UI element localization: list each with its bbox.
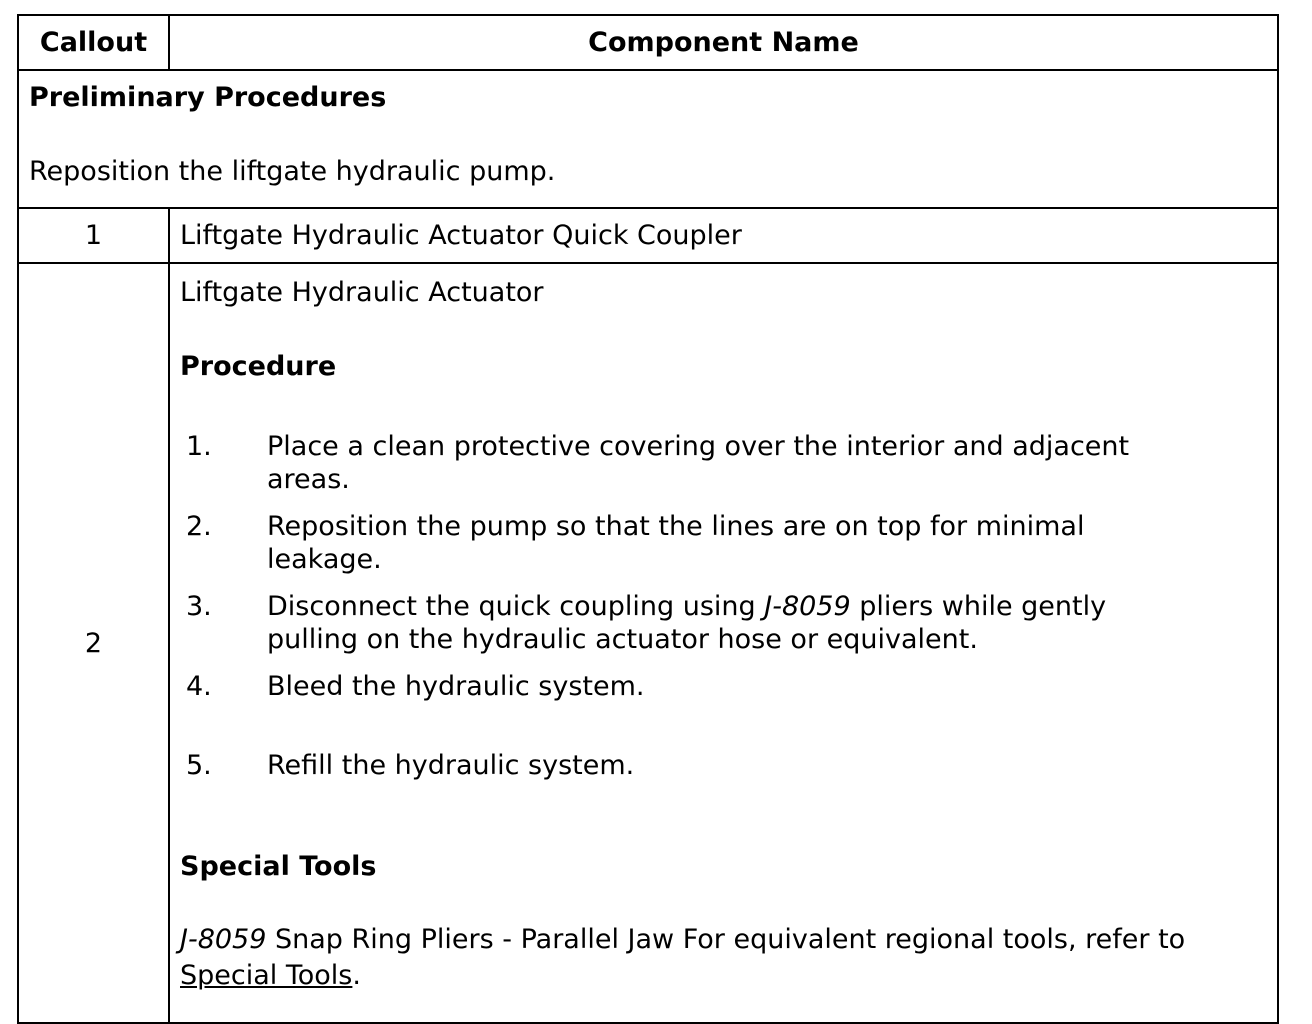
step-number: 3. [186, 591, 212, 622]
step-number: 4. [186, 671, 212, 702]
step-number: 5. [186, 750, 212, 781]
step-text: Refill the hydraulic system. [267, 750, 635, 781]
procedure-step [180, 670, 1267, 703]
step-text: Bleed the hydraulic system. [267, 671, 645, 702]
procedure-step [180, 510, 1267, 576]
step-number: 1. [186, 431, 212, 462]
tool-reference: J-8059 [764, 591, 851, 622]
step-text [267, 590, 1137, 656]
preliminary-title: Preliminary Procedures [29, 82, 387, 113]
special-tools-title: Special Tools [180, 851, 377, 882]
step-text-after: pliers while gently pulling on the hydraulic actuator hose or equivalent. [267, 591, 1107, 655]
step-number: 2. [186, 511, 212, 542]
header-row [18, 15, 1278, 70]
preliminary-row [18, 70, 1278, 208]
special-tools-text: Snap Ring Pliers - Parallel Jaw For equivalent regional tools, refer to [266, 924, 1186, 955]
preliminary-cell [18, 70, 1278, 208]
procedure-title: Procedure [180, 351, 337, 382]
callout-header: Callout [18, 15, 169, 70]
step-text: Reposition the pump so that the lines are on top for minimal leakage. [267, 511, 1085, 575]
callout-number: 1 [18, 208, 169, 263]
special-tools-end: . [352, 960, 361, 991]
preliminary-text: Reposition the liftgate hydraulic pump. [29, 156, 556, 187]
component-name-header: Component Name [169, 15, 1278, 70]
special-tools-line [180, 922, 1267, 994]
procedure-step [180, 749, 1267, 782]
special-tools-link[interactable]: Special Tools [180, 960, 353, 991]
component-detail-cell [169, 263, 1278, 1023]
procedure-steps [180, 430, 1267, 782]
table-row [18, 263, 1278, 1023]
component-name: Liftgate Hydraulic Actuator Quick Coupler [169, 208, 1278, 263]
tool-reference: J-8059 [180, 924, 267, 955]
component-name: Liftgate Hydraulic Actuator [180, 277, 544, 308]
callout-number: 2 [18, 263, 169, 1023]
procedure-step [180, 590, 1267, 656]
step-text: Place a clean protective covering over the interior and adjacent areas. [267, 431, 1130, 495]
procedure-step [180, 430, 1267, 496]
step-text-before: Disconnect the quick coupling using [267, 591, 765, 622]
callout-table [17, 14, 1279, 1024]
table-row [18, 208, 1278, 263]
